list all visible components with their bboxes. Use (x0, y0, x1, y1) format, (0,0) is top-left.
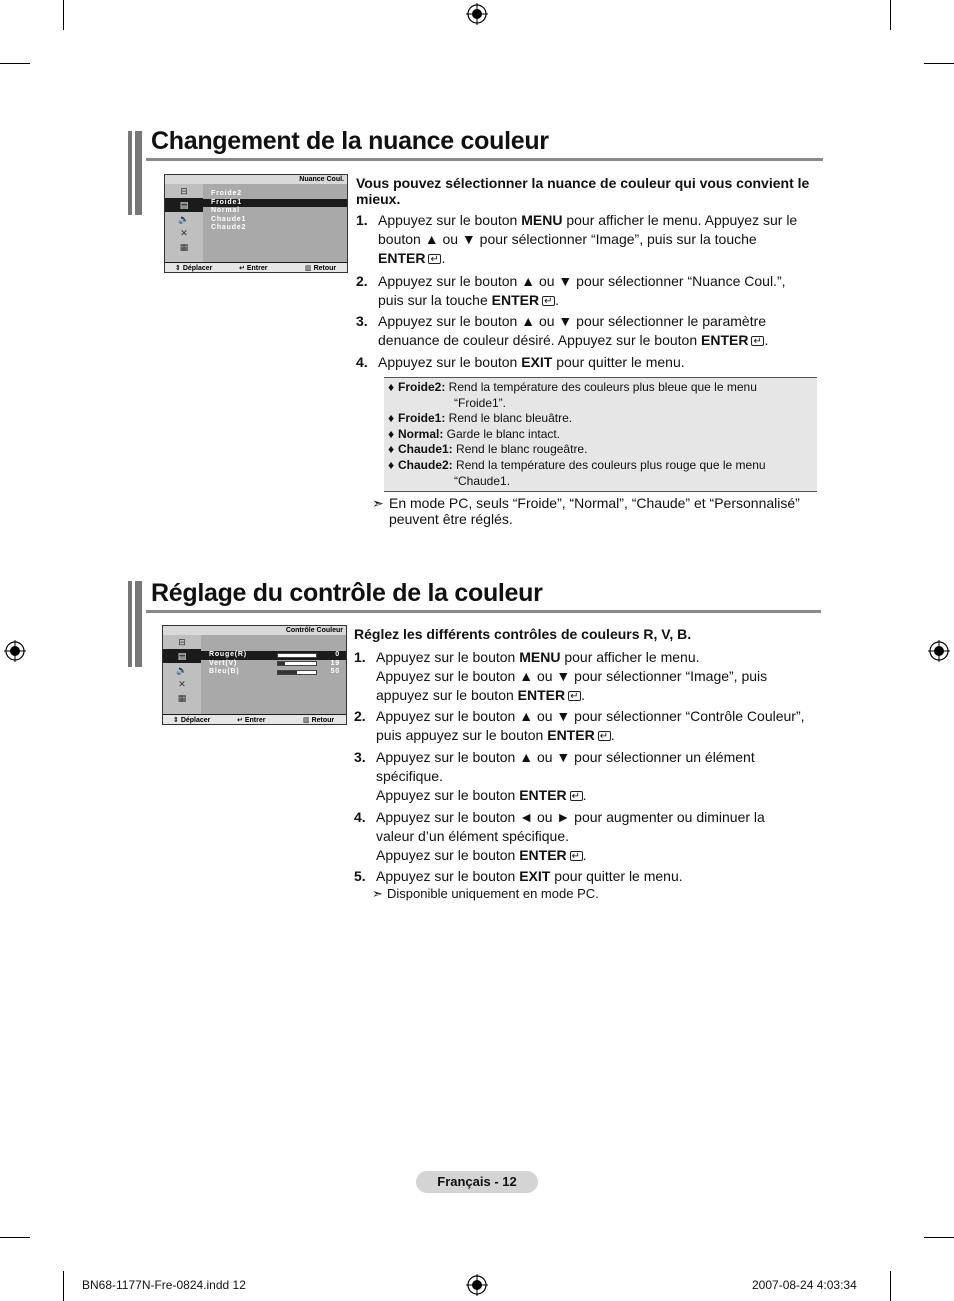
osd-list (203, 184, 347, 262)
step-line: Appuyez sur le bouton EXIT pour quitter le menu. (376, 868, 683, 884)
bullet-diamond-icon: ♦ (388, 457, 395, 472)
step-number: 1. (356, 212, 368, 228)
step-line: Appuyez sur le bouton ▲ ou ▼ pour sélectionner “Contrôle Couleur”, (376, 708, 805, 724)
osd-level-value: 19 (330, 659, 340, 667)
section-rule (146, 610, 821, 613)
picture-icon: ▤ (163, 649, 201, 663)
osd-item: Chaude1 (211, 215, 247, 223)
channel-icon: ✕ (180, 227, 188, 238)
hint-text: Disponible uniquement en mode PC. (387, 886, 599, 901)
osd-footer-enter: ↵ Entrer (237, 717, 266, 724)
step-number: 2. (354, 708, 366, 724)
crop-mark (63, 0, 64, 30)
note-item: ♦ Normal: Garde le blanc intact. (388, 426, 561, 441)
key-enter: ENTER (701, 332, 749, 348)
crop-mark (0, 1237, 30, 1238)
note-item: ♦ Froide2: Rend la température des couleurs plus bleue que le menu (388, 380, 757, 394)
osd-level-bar (277, 661, 317, 666)
step-number: 2. (356, 273, 368, 289)
osd-color-label: Bleu(B) (209, 668, 240, 675)
step-number: 3. (356, 313, 368, 329)
step-number: 4. (356, 354, 368, 370)
sound-icon: 🔈 (178, 213, 190, 224)
osd-color-row (201, 660, 346, 669)
osd-screen-tint (164, 174, 348, 273)
crop-mark (0, 63, 30, 64)
section-lead: Réglez les différents contrôles de couleurs R, V, B. (354, 626, 692, 642)
key-enter: ENTER (491, 292, 540, 308)
osd-level-value: 0 (335, 651, 340, 658)
osd-color-row (201, 651, 346, 660)
step-number: 5. (354, 868, 366, 884)
osd-screen-control (162, 625, 347, 725)
page-number-badge: Français - 12 (416, 1171, 538, 1193)
crop-mark (924, 1237, 954, 1238)
picture-icon: ▤ (165, 198, 203, 212)
footer-date: 2007-08-24 4:03:34 (752, 1278, 857, 1292)
note-item: ♦ Chaude1: Rend le blanc rougeâtre. (388, 442, 588, 457)
step-text: Appuyez sur le bouton EXIT pour quitter le menu. (378, 354, 685, 370)
enter-icon (570, 791, 583, 801)
osd-footer (165, 263, 347, 272)
osd-menu-bar (163, 626, 346, 635)
step-line: puis appuyez sur le bouton ENTER↵ . (376, 726, 819, 745)
bullet-diamond-icon: ♦ (388, 426, 395, 441)
key-enter: ENTER (519, 787, 567, 803)
osd-footer (163, 715, 346, 724)
note-term: Froide1: (398, 411, 446, 426)
registration-mark-icon (466, 3, 488, 25)
osd-level-fill (278, 662, 285, 665)
osd-level-value: 50 (330, 668, 340, 675)
osd-footer-move: ⇕ Déplacer (175, 265, 213, 272)
arrow-note-icon: ➣ (372, 886, 383, 901)
bullet-diamond-icon: ♦ (388, 411, 395, 426)
section-title: Changement de la nuance couleur (151, 127, 549, 155)
enter-icon (598, 731, 611, 741)
step-text (376, 808, 819, 865)
enter-icon (570, 851, 583, 861)
step-line: Appuyez sur le bouton ▲ ou ▼ pour sélectionner “Image”, puis (376, 668, 768, 684)
step-text: Appuyez sur le bouton MENU pour afficher le menu. Appuyez sur le bouton ▲ ou ▼ pour sélectionner “Image”, puis sur la touche ENTER↵ . (378, 211, 801, 268)
osd-item: Froide2 (211, 190, 242, 197)
step-line: Appuyez sur le bouton ENTER↵ . (376, 786, 819, 805)
step-number: 4. (354, 809, 366, 825)
step-text (376, 707, 819, 745)
osd-footer-move: ⇕ Déplacer (173, 717, 211, 724)
note-term: Froide2: (398, 380, 446, 394)
step-text: Appuyez sur le bouton ▲ ou ▼ pour sélectionner “Nuance Coul.”, puis sur la touche ENTER↵ . (378, 272, 801, 310)
osd-level-fill (278, 671, 297, 674)
step-text: Appuyez sur le bouton ▲ ou ▼ pour sélectionner le paramètre denuance de couleur désiré. Appuyez sur le bouton ENTER↵ . (378, 312, 801, 350)
osd-level-bar (277, 670, 317, 675)
arrow-note-icon: ➣ (372, 495, 384, 511)
note-term: Chaude1: (398, 442, 453, 457)
osd-footer-enter: ↵ Entrer (239, 265, 268, 272)
note-continuation: “Chaude1. (454, 473, 511, 488)
crop-mark (63, 1271, 64, 1301)
sound-icon: 🔈 (176, 664, 188, 675)
key-exit: EXIT (519, 868, 551, 884)
osd-item: Chaude2 (211, 224, 247, 231)
setup-icon: ▦ (179, 241, 189, 252)
step-number: 3. (354, 749, 366, 765)
key-enter: ENTER (547, 727, 595, 743)
note-term: Normal: (398, 426, 444, 441)
osd-item-selected: Froide1 (203, 199, 347, 208)
osd-level-bar (277, 653, 317, 658)
step-text (376, 748, 819, 805)
note-item: ♦ Chaude2: Rend la température des couleurs plus rouge que le menu (388, 457, 766, 472)
registration-mark-icon (466, 1274, 488, 1296)
registration-mark-icon (928, 640, 950, 662)
osd-menu-title: Contrôle Couleur (285, 627, 343, 634)
section-rule (146, 158, 823, 161)
bullet-diamond-icon: ♦ (388, 442, 395, 457)
step-text (376, 867, 819, 886)
step-number: 1. (354, 649, 366, 665)
osd-menu-title: Nuance Coul. (299, 176, 344, 183)
osd-list (201, 635, 346, 714)
section-bar (128, 131, 142, 215)
key-enter: ENTER (378, 250, 426, 266)
osd-sidebar (163, 635, 201, 714)
step-line: spécifique. (376, 768, 443, 784)
osd-footer-return: ▥ Retour (305, 265, 337, 272)
osd-color-row (201, 668, 346, 677)
osd-color-label: Rouge(R) (209, 651, 247, 658)
hint-text: En mode PC, seuls “Froide”, “Normal”, “Chaude” et “Personnalisé” peuvent être réglés. (389, 495, 800, 527)
enter-icon (428, 254, 441, 264)
crop-mark (890, 0, 891, 30)
note-term: Chaude2: (398, 457, 453, 472)
enter-icon (568, 691, 581, 701)
notes-box (384, 377, 817, 492)
step-line: Appuyez sur le bouton ▲ ou ▼ pour sélectionner un élément (376, 749, 755, 765)
section-lead: Vous pouvez sélectionner la nuance de couleur qui vous convient le mieux. (356, 175, 810, 207)
osd-color-label: Vert(V) (209, 659, 238, 667)
bullet-diamond-icon: ♦ (388, 380, 395, 394)
section-title: Réglage du contrôle de la couleur (151, 579, 543, 607)
step-line: Appuyez sur le bouton ◄ ou ► pour augmenter ou diminuer la (376, 809, 765, 825)
input-icon: ⊟ (180, 185, 188, 196)
step-line: appuyez sur le bouton ENTER↵ . (376, 686, 819, 705)
key-menu: MENU (521, 212, 563, 228)
note-continuation: “Froide1”. (454, 395, 507, 410)
note-item: ♦ Froide1: Rend le blanc bleuâtre. (388, 411, 573, 426)
step-line: Appuyez sur le bouton ENTER↵ . (376, 846, 819, 865)
osd-sidebar (165, 184, 203, 262)
channel-icon: ✕ (178, 678, 186, 689)
step-text (376, 648, 819, 705)
crop-mark (890, 1271, 891, 1301)
enter-icon (751, 336, 764, 346)
key-enter: ENTER (517, 687, 566, 703)
osd-item: Normal (211, 207, 240, 214)
key-exit: EXIT (521, 354, 553, 370)
crop-mark (924, 63, 954, 64)
input-icon: ⊟ (178, 636, 186, 647)
registration-mark-icon (4, 640, 26, 662)
step-line: Appuyez sur le bouton MENU pour afficher le menu. (376, 649, 700, 665)
osd-menu-bar (165, 175, 347, 184)
footer-file: BN68-1177N-Fre-0824.indd 12 (82, 1278, 246, 1292)
step-line: valeur d’un élément spécifique. (376, 828, 570, 844)
enter-icon (542, 296, 555, 306)
key-menu: MENU (519, 649, 561, 665)
section-bar (128, 581, 142, 667)
key-enter: ENTER (519, 847, 567, 863)
setup-icon: ▦ (177, 692, 187, 703)
osd-footer-return: ▥ Retour (303, 717, 335, 724)
